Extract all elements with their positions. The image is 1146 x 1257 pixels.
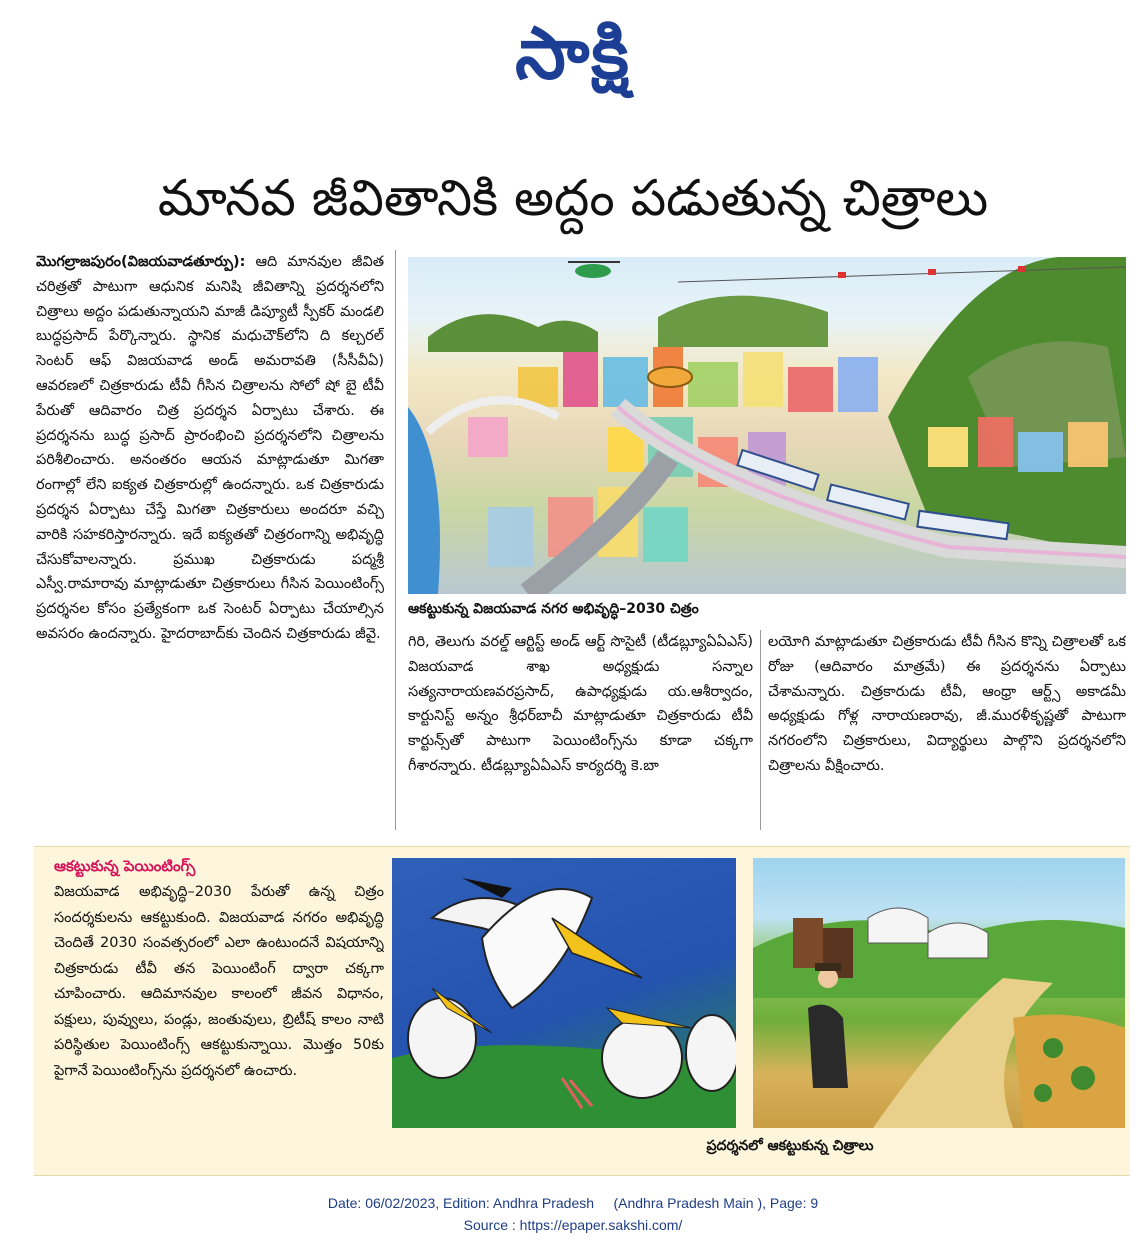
- main-photo-caption: ఆకట్టుకున్న విజయవాడ నగర అభివృద్ధి–2030 చిత్రం: [408, 601, 699, 617]
- article-column-3-text: లయోగి మాట్లాడుతూ చిత్రకారుడు టీవీ గీసిన కొన్ని చిత్రాలతో ఒక రోజు (ఆదివారం మాత్రమే) ఈ ప్రదర్శనను ఏర్పాటు చేశామన్నారు. చిత్రకారుడు టీవీ, ఆంధ్రా ఆర్ట్స్ అకాడమీ అధ్యక్షుడు గోళ్ల నారాయణరావు, జీ.మురళీకృష్ణతో పాటుగా నగరంలోని చిత్రకారులు, విద్యార్థులు పాల్గొని ప్రదర్శనలోని చిత్రాలను వీక్షించారు.: [768, 634, 1126, 774]
- column-divider: [395, 250, 396, 830]
- sidebar-text-body: విజయవాడ అభివృద్ధి–2030 పేరుతో ఉన్న చిత్రం సందర్శకులను ఆకట్టుకుంది. విజయవాడ నగరం అభివృద్ధి చెందితే 2030 సంవత్సరంలో ఎలా ఉంటుందనే విషయాన్ని చిత్రకారుడు టీవీ తన పెయింటింగ్ ద్వారా చక్కగా చూపించారు. ఆదిమానవుల కాలంలో జీవన విధానం, పక్షులు, పువ్వులు, పండ్లు, జంతువులు, బ్రిటీష్ కాలం నాటి పరిస్థితుల పెయింటింగ్స్ ఆకట్టుకున్నాయి. మొత్తం 50కు పైగానే పెయింటింగ్స్‌ను ప్రదర్శనలో ఉంచారు.: [54, 884, 384, 1079]
- column-divider: [760, 630, 761, 830]
- article-column-3: [768, 630, 1126, 830]
- article-dateline: మొగల్రాజపురం(విజయవాడతూర్పు):: [36, 254, 246, 270]
- article-column-1-text: ఆది మానవుల జీవిత చరిత్రతో పాటుగా ఆధునిక మనిషి జీవితాన్ని ప్రదర్శనలోని చిత్రాలు అద్దం పడుతున్నాయని మాజీ డిప్యూటీ స్పీకర్ మండలి బుద్ధప్రసాద్ పేర్కొన్నారు. స్థానిక మధుచౌక్‌లోని ది కల్చరల్ సెంటర్ ఆఫ్ విజయవాడ అండ్ అమరావతి (సీసీవీఏ) ఆవరణలో చిత్రకారుడు టీవీ గీసిన చిత్రాలను సోలో షో బై టీవీ పేరుతో ఆదివారం చిత్ర ప్రదర్శన ఏర్పాటు చేశారు. ఈ ప్రదర్శనను బుద్ధ ప్రసాద్ ప్రారంభించి ప్రదర్శనలోని చిత్రాలను పరిశీలించారు. అనంతరం ఆయన మాట్లాడుతూ మిగతా రంగాల్లో లేని ఐక్యత చిత్రకారుల్లో ఉందన్నారు. ఒక చిత్రకారుడు ప్రదర్శన ఏర్పాటు చేస్తే మిగతా చిత్రకారులు అందరూ వచ్చి వారికి సహకరిస్తారన్నారు. ఇదే ఐక్యతతో చిత్రరంగాన్ని అభివృద్ధి చేసుకోవాలన్నారు. ప్రముఖ చిత్రకారుడు పద్మశ్రీ ఎస్వీ.రామారావు మాట్లాడుతూ చిత్రకారులు గీసిన పెయింటింగ్స్ ప్రదర్శనల కోసం ప్రత్యేకంగా ఒక సెంటర్ ఏర్పాటు చేయాల్సిన అవసరం ఉందన్నారు. హైదరాబాద్‌కు చెందిన చిత్రకారుడు జీవై.: [36, 254, 384, 642]
- footer-source: Source : https://epaper.sakshi.com/: [463, 1217, 683, 1233]
- article-column-2: [408, 630, 753, 830]
- footer: [0, 1192, 1146, 1236]
- photos-caption: ప్రదర్శనలో ఆకట్టుకున్న చిత్రాలు: [706, 1138, 874, 1154]
- article-headline: మానవ జీవితానికి అద్దం పడుతున్న చిత్రాలు: [157, 169, 989, 227]
- article-column-2-text: గిరి, తెలుగు వరల్డ్ ఆర్టిస్ట్ అండ్ ఆర్ట్ సొసైటీ (టీడబ్ల్యూఏఏఎస్) విజయవాడ శాఖ అధ్యక్షుడు సన్నాల సత్యనారాయణవరప్రసాద్, ఉపాధ్యక్షుడు య.ఆశీర్వాదం, కార్టునిస్ట్ అన్నం శ్రీధర్‌బాచీ మాట్లాడుతూ చిత్రకారుడు టీవీ కార్టున్స్‌తో పాటుగా పెయింటింగ్స్‌ను కూడా చక్కగా గీశారన్నారు. టీడబ్ల్యూఏఏఎస్ కార్యదర్శి కె.బా: [408, 634, 753, 774]
- photo-cowboys-painting: [753, 858, 1125, 1128]
- article-column-1: [36, 250, 384, 830]
- sidebar-text: [54, 880, 384, 1160]
- footer-date-edition: Date: 06/02/2023, Edition: Andhra Pradesh (Andhra Pradesh Main ), Page: 9: [327, 1195, 819, 1211]
- main-photo-city-painting: [408, 257, 1126, 594]
- newspaper-logo: సాక్షి: [515, 11, 631, 95]
- photo-pelicans-painting: [392, 858, 736, 1128]
- sidebar-title: ఆకట్టుకున్న పెయింటింగ్స్: [54, 857, 196, 875]
